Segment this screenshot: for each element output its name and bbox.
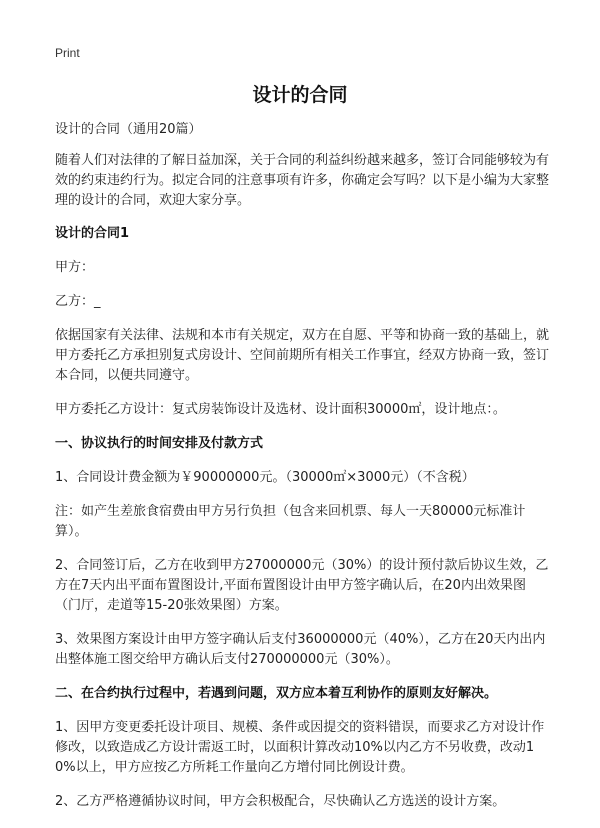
contract-heading: 设计的合同1 [55,226,130,241]
party-a-line: 甲方： [55,260,95,275]
section-1-note: 注：如产生差旅食宿费由甲方另行负担（包含来回机票、每人一天80000元标准计算）。 [55,504,526,539]
section-heading-2: 二、在合约执行过程中，若遇到问题，双方应本着互利协作的原则友好解决。 [55,686,498,701]
basis-paragraph: 依据国家有关法律、法规和本市有关规定，双方在自愿、平等和协商一致的基础上，就甲方委托乙方承担别复式房设计、空间前期所有相关工作事宜，经双方协商一致，签订本合同，以便共同遵守。 [55,328,550,383]
section-2-item-1: 1、因甲方变更委托设计项目、规模、条件或因提交的资料错误，而要求乙方对设计作修改，以致造成乙方设计需返工时，以面积计算改动10%以内乙方不另收费，改动10%以上，甲方应按乙方所耗工作量向乙方增付同比例设计费。 [55,720,545,775]
document-body [55,120,550,826]
section-1-item-2: 2、合同签订后，乙方在收到甲方27000000元（30%）的设计预付款后协议生效，乙方在7天内出平面布置图设计,平面布置图设计由甲方签字确认后，在20内出效果图（门厅，走道等15-20张效果图）方案。 [55,558,549,613]
document-subtitle: 设计的合同（通用20篇） [55,122,202,137]
section-1-item-1: 1、合同设计费金额为￥90000000元。（30000㎡×3000元）（不含税） [55,470,475,485]
party-b-line: 乙方：_ [55,294,101,309]
intro-paragraph: 随着人们对法律的了解日益加深，关于合同的利益纠纷越来越多，签订合同能够较为有效的约束违约行为。拟定合同的注意事项有许多，你确定会写吗？以下是小编为大家整理的设计的合同，欢迎大家分享。 [55,153,550,208]
section-1-item-3: 3、效果图方案设计由甲方签字确认后支付36000000元（40%），乙方在20天内出内出整体施工图交给甲方确认后支付270000000元（30%）。 [55,632,546,667]
section-2-item-2: 2、乙方严格遵循协议时间，甲方会积极配合，尽快确认乙方选送的设计方案。 [55,794,506,809]
section-heading-1: 一、协议执行的时间安排及付款方式 [55,436,264,451]
print-label: Print [55,46,80,60]
scope-paragraph: 甲方委托乙方设计：复式房装饰设计及选材、设计面积30000㎡，设计地点：。 [55,402,506,417]
document-title: 设计的合同 [252,84,348,106]
